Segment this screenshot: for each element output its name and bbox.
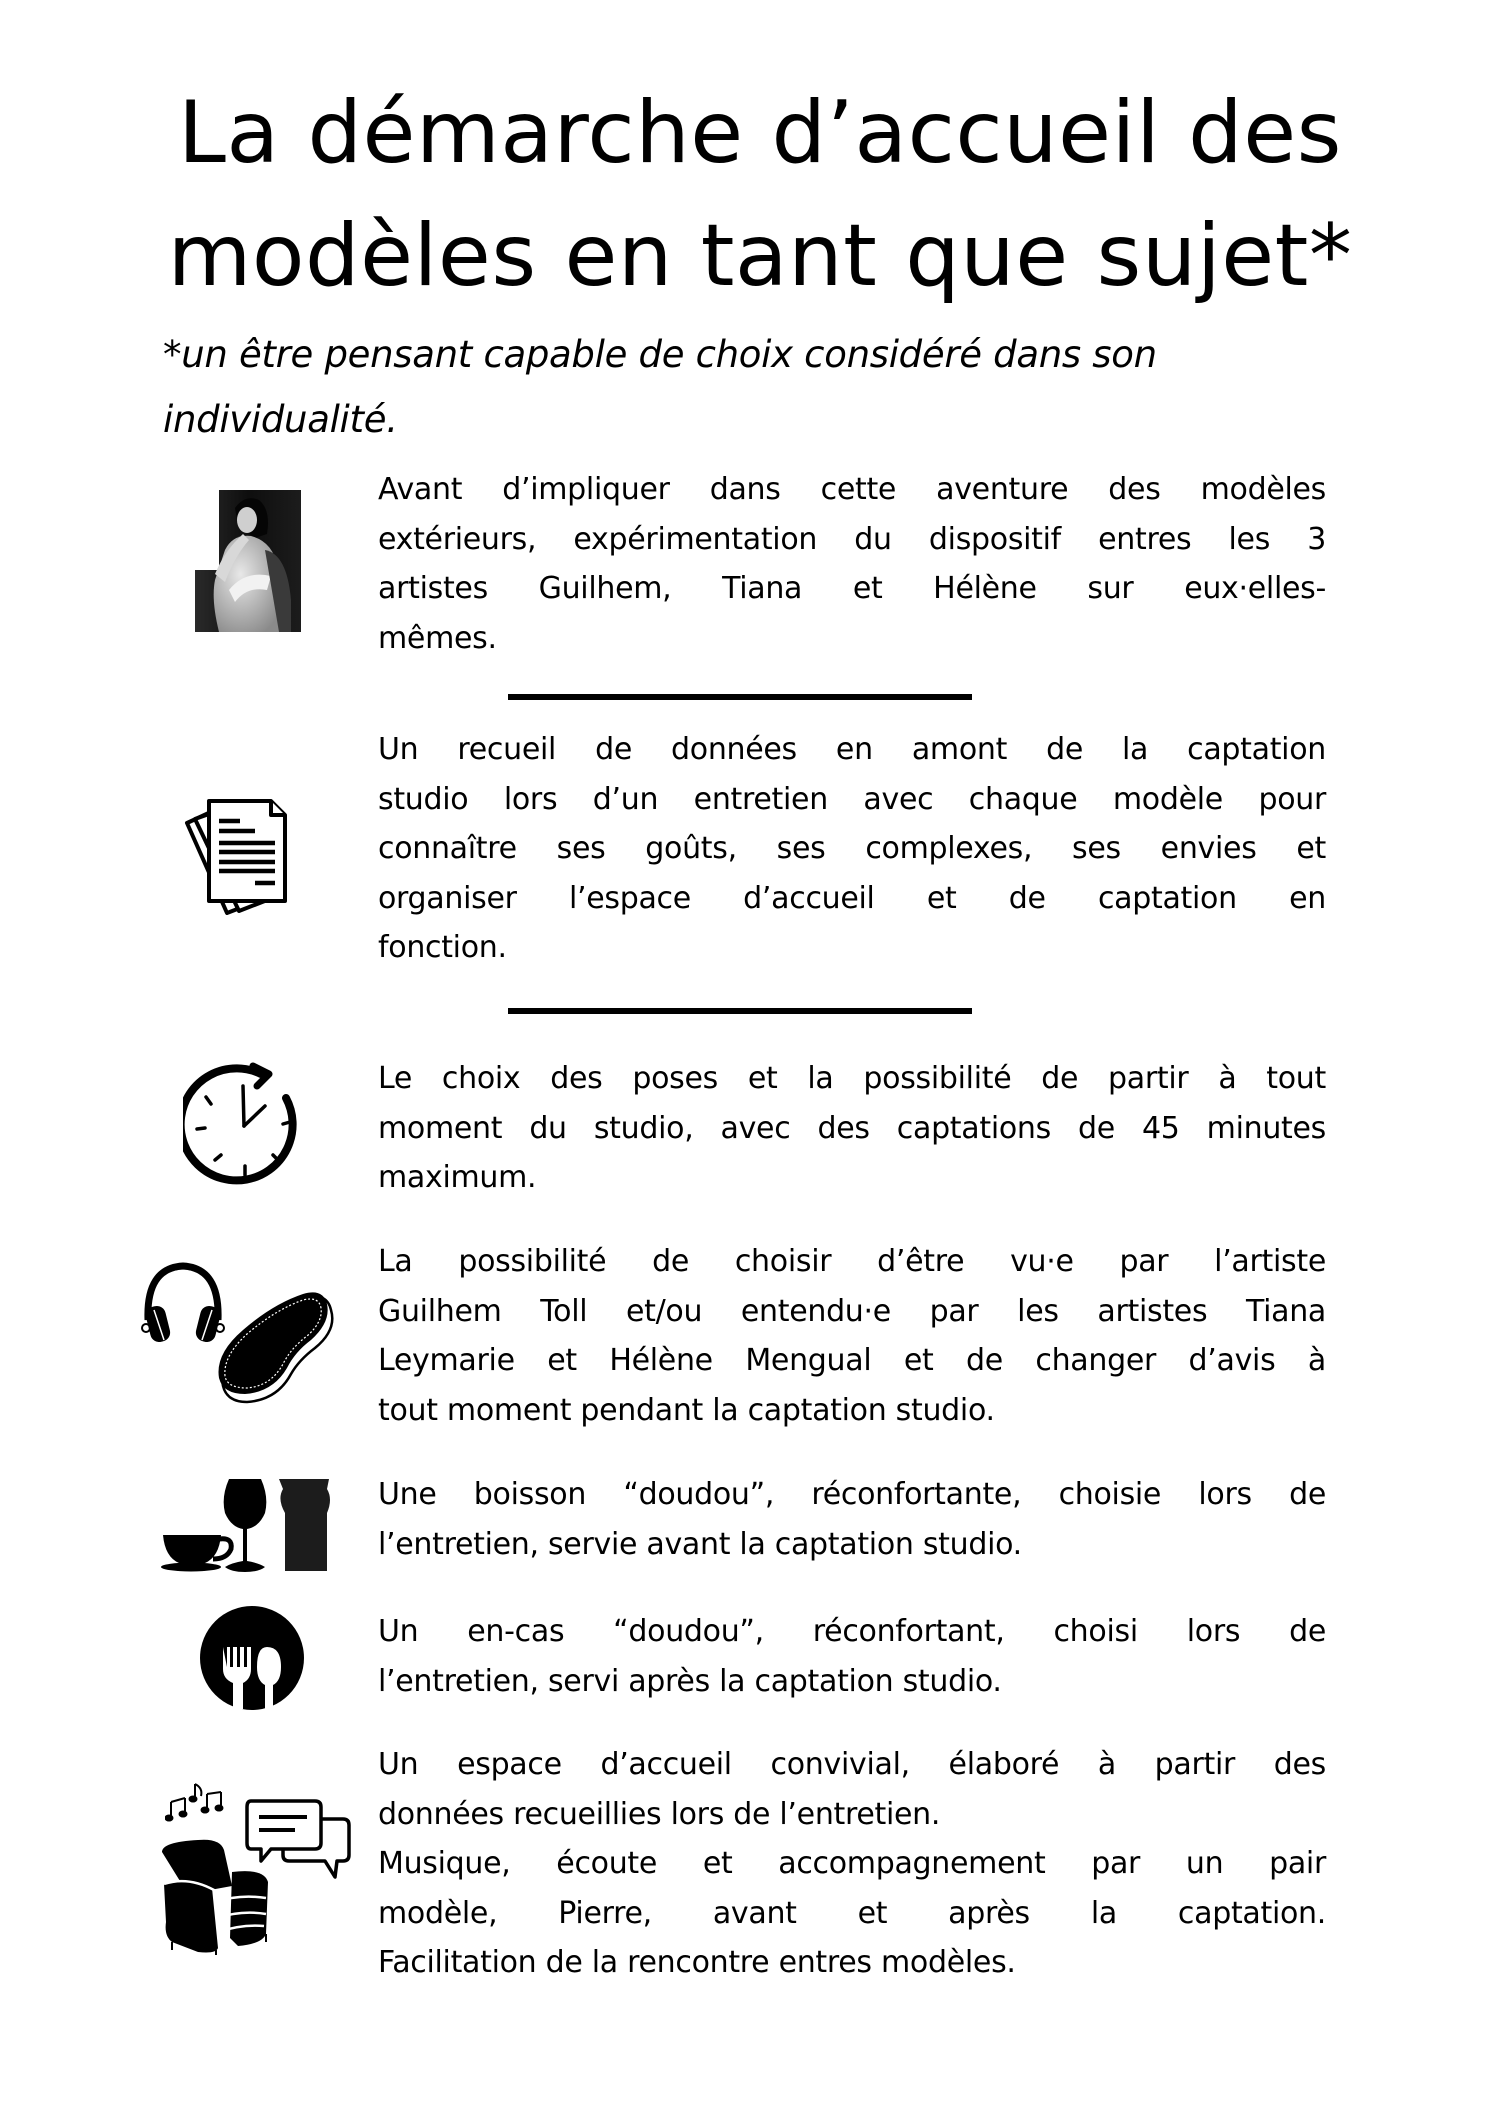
title-line-1: La démarche d’accueil des (178, 83, 1342, 183)
section-6-text (378, 1607, 1326, 1706)
section-4-text (378, 1237, 1326, 1435)
section-7-line: Facilitation de la rencontre entres modèles. (378, 1945, 1016, 1980)
section-2-line: studio lors d’un entretien avec chaque modèle pour (378, 781, 1326, 817)
sleep-mask-icon (215, 1290, 339, 1410)
section-3-line: maximum. (378, 1160, 537, 1195)
subtitle-footnote (163, 322, 1363, 452)
photo-model-icon (195, 490, 301, 632)
section-3-text (378, 1054, 1326, 1203)
section-2-line: connaître ses goûts, ses complexes, ses envies et (378, 831, 1326, 866)
music-notes-icon (165, 1782, 225, 1828)
section-7-text (378, 1740, 1326, 1988)
section-1-line: artistes Guilhem, Tiana et Hélène sur eux·elles- (378, 571, 1326, 606)
section-2-text (378, 725, 1326, 973)
section-4-line: Leymarie et Hélène Mengual et de changer d’avis à (378, 1343, 1326, 1378)
section-1-text (378, 465, 1326, 663)
section-2-line: organiser l’espace d’accueil et de captation en (378, 880, 1326, 916)
section-5-line: Une boisson “doudou”, réconfortante, choisie lors de (378, 1477, 1326, 1512)
clock-icon (183, 1062, 307, 1194)
section-3-line: Le choix des poses et la possibilité de partir à tout (378, 1061, 1326, 1096)
section-1-line: extérieurs, expérimentation du dispositif entres les 3 (378, 521, 1326, 557)
section-1-line: Avant d’impliquer dans cette aventure des modèles (378, 472, 1326, 507)
section-5-text (378, 1470, 1326, 1569)
section-5-line: l’entretien, servie avant la captation studio. (378, 1526, 1022, 1562)
plate-cutlery-icon (199, 1605, 305, 1715)
section-7-line: Un espace d’accueil convivial, élaboré à partir des (378, 1747, 1326, 1782)
section-4-line: tout moment pendant la captation studio. (378, 1392, 995, 1428)
armchair-icon (158, 1838, 276, 1960)
subtitle-line-2: individualité. (163, 398, 398, 441)
section-4-line: Guilhem Toll et/ou entendu·e par les artistes Tiana (378, 1293, 1326, 1329)
page-title (150, 72, 1370, 318)
section-3-line: moment du studio, avec des captations de 45 minutes (378, 1110, 1326, 1146)
section-1-line: mêmes. (378, 620, 497, 656)
headphones-icon (140, 1262, 226, 1350)
section-divider (508, 694, 972, 700)
section-divider (508, 1008, 972, 1014)
section-6-line: l’entretien, servi après la captation studio. (378, 1663, 1002, 1699)
subtitle-line-1: *un être pensant capable de choix considéré dans son (163, 333, 1157, 376)
section-2-line: Un recueil de données en amont de la captation (378, 732, 1326, 767)
section-7-line: modèle, Pierre, avant et après la captation. (378, 1895, 1326, 1931)
section-7-line: données recueillies lors de l’entretien. (378, 1796, 941, 1832)
section-4-line: La possibilité de choisir d’être vu·e par l’artiste (378, 1244, 1326, 1279)
section-7-line: Musique, écoute et accompagnement par un pair (378, 1846, 1326, 1881)
drinks-icon (155, 1477, 335, 1577)
documents-icon (183, 793, 303, 919)
section-6-line: Un en-cas “doudou”, réconfortant, choisi lors de (378, 1614, 1326, 1649)
section-2-line: fonction. (378, 930, 507, 965)
title-line-2: modèles en tant que sujet* (167, 206, 1353, 306)
